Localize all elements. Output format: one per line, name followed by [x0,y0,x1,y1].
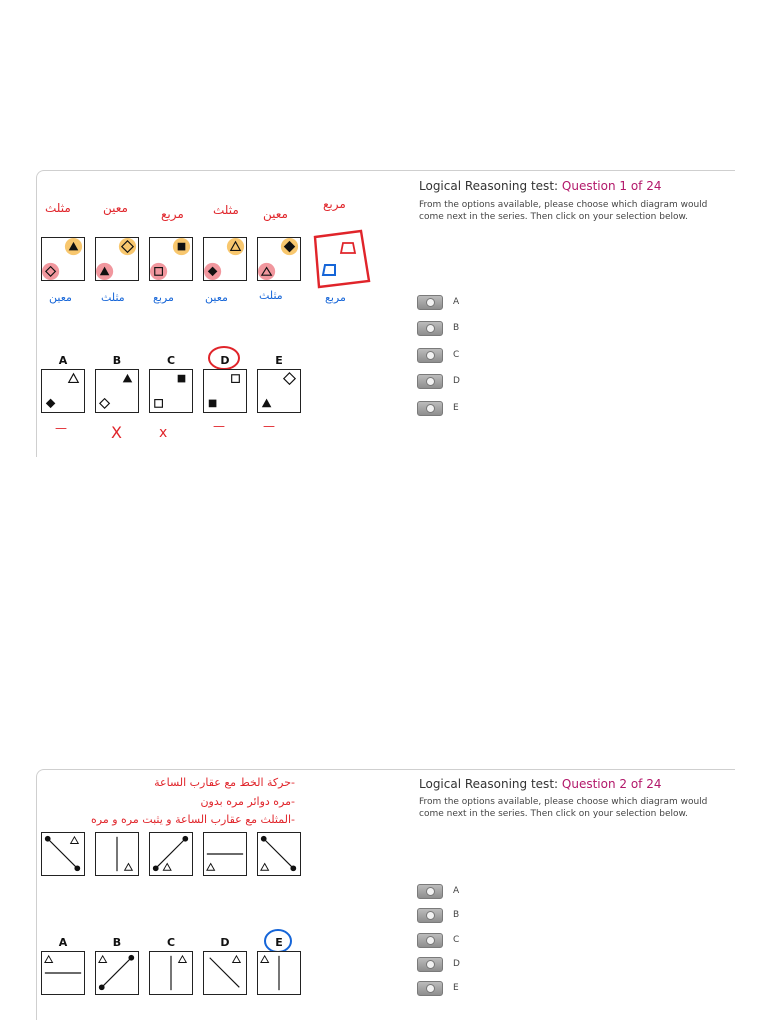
radio-label-b: B [453,323,460,333]
radio-option-b[interactable] [417,907,459,923]
handwritten-note-3: -المثلث مع عقارب الساعة و يثبت مره و مره [91,813,295,826]
radio-button-icon[interactable] [417,321,443,336]
series-label-bottom-5: مثلث [259,289,283,302]
option-letter-d: D [220,936,230,949]
question-1-panel [36,170,735,457]
series-label-bottom-4: معين [205,291,228,304]
radio-button-icon[interactable] [417,348,443,363]
option-letter-a: A [58,936,68,949]
series-box-4 [203,832,247,876]
option-letter-b: B [112,354,122,367]
radio-label-e: E [453,403,459,413]
series-label-top-2: معين [103,201,128,215]
radio-button-icon[interactable] [417,295,443,310]
series-box-2 [95,832,139,876]
series-box-3 [149,237,193,281]
option-letter-e: E [275,354,283,367]
series-label-bottom-3: مربع [153,291,174,304]
question-2-title [419,777,661,791]
option-letter-c: C [166,354,176,367]
radio-button-icon[interactable] [417,957,443,972]
radio-option-d[interactable] [417,373,460,389]
radio-button-icon[interactable] [417,374,443,389]
radio-label-a: A [453,886,460,896]
radio-option-b[interactable] [417,320,459,336]
question-number: Question 1 of 24 [561,179,662,193]
radio-option-e[interactable] [417,980,459,996]
option-box-e[interactable] [257,369,301,413]
radio-label-b: B [453,910,460,920]
handwritten-note-2: -مره دوائر مره بدون [200,795,295,808]
series-box-1 [41,832,85,876]
radio-label-c: C [453,350,460,360]
series-label-bottom-6: مربع [325,291,346,304]
option-box-d[interactable] [203,951,247,995]
option-box-a[interactable] [41,369,85,413]
series-label-top-1: مثلث [45,201,71,215]
option-box-e[interactable] [257,951,301,995]
option-letter-e: E [275,936,283,949]
radio-option-d[interactable] [417,956,460,972]
option-box-a[interactable] [41,951,85,995]
option-mark-c: x [159,425,168,441]
radio-label-d: D [453,959,460,969]
radio-option-c[interactable] [417,347,459,363]
option-box-d[interactable] [203,369,247,413]
option-mark-e: — [263,419,275,433]
series-label-top-3: مربع [161,207,184,221]
radio-label-e: E [453,983,459,993]
series-box-5 [257,832,301,876]
radio-option-c[interactable] [417,932,459,948]
option-letter-c: C [166,936,176,949]
radio-button-icon[interactable] [417,884,443,899]
option-mark-d: — [213,419,225,433]
option-letter-b: B [112,936,122,949]
handwritten-note-1: -حركة الخط مع عقارب الساعة [154,776,295,789]
series-box-5 [257,237,301,281]
hand-drawn-answer-box [311,229,371,289]
radio-button-icon[interactable] [417,933,443,948]
option-mark-a: — [55,421,67,435]
test-title: Logical Reasoning test: [419,777,559,791]
option-box-b[interactable] [95,369,139,413]
question-1-instructions: From the options available, please choose which diagram would come next in the series. Then click on your selection below. [419,200,708,222]
radio-label-c: C [453,935,460,945]
series-label-top-5: معين [263,207,288,221]
radio-label-d: D [453,376,460,386]
radio-option-e[interactable] [417,400,459,416]
series-box-3 [149,832,193,876]
option-box-b[interactable] [95,951,139,995]
radio-label-a: A [453,297,460,307]
option-box-c[interactable] [149,951,193,995]
radio-button-icon[interactable] [417,981,443,996]
option-mark-b: X [111,423,122,442]
question-2-panel [36,769,735,1020]
question-1-title [419,179,661,193]
series-label-top-6: مربع [323,197,346,211]
question-2-instructions: From the options available, please choose which diagram would come next in the series. Then click on your selection below. [419,797,708,819]
series-label-top-4: مثلث [213,203,239,217]
option-letter-a: A [58,354,68,367]
radio-button-icon[interactable] [417,908,443,923]
radio-option-a[interactable] [417,883,459,899]
series-label-bottom-1: معين [49,291,72,304]
question-number: Question 2 of 24 [561,777,662,791]
radio-button-icon[interactable] [417,401,443,416]
option-box-c[interactable] [149,369,193,413]
series-box-4 [203,237,247,281]
test-title: Logical Reasoning test: [419,179,559,193]
series-label-bottom-2: مثلث [101,291,125,304]
option-letter-d: D [220,354,230,367]
radio-option-a[interactable] [417,294,459,310]
series-box-2 [95,237,139,281]
series-box-1 [41,237,85,281]
